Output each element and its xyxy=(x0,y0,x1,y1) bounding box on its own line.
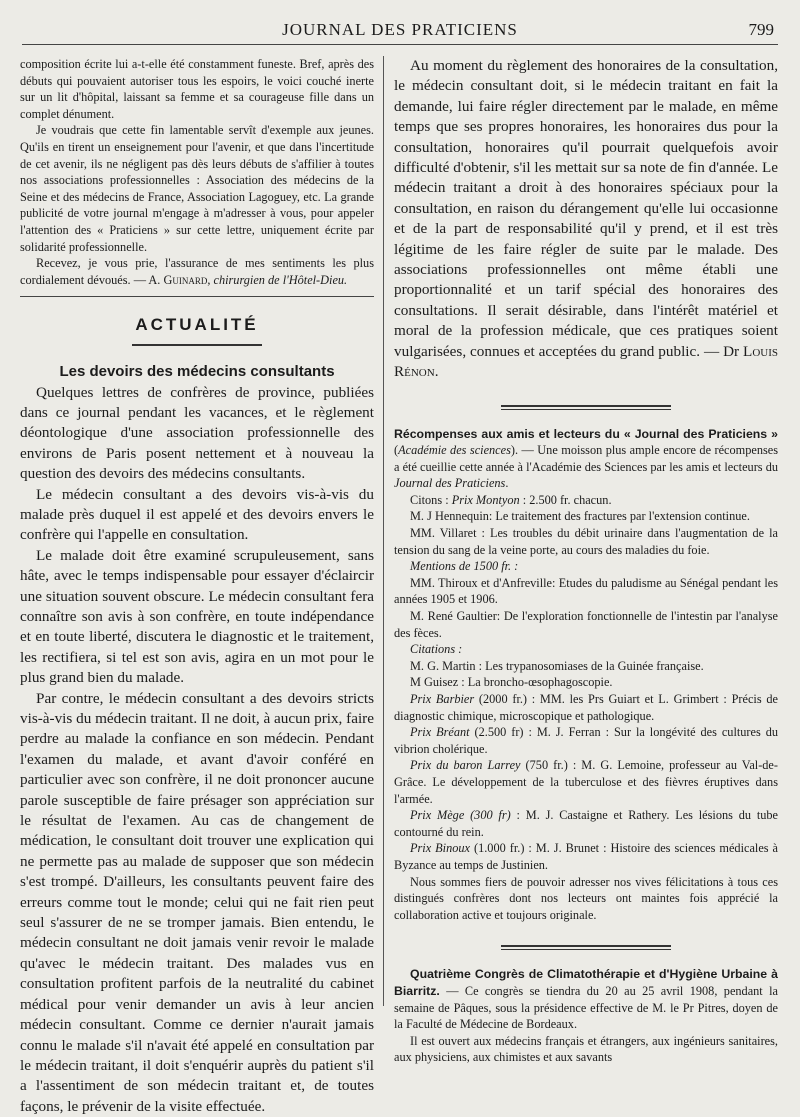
congres-paragraph: Quatrième Congrès de Climatothérapie et d'Hygiène Urbaine à Biarritz. — Ce congrès se tiendra du 20 au 25 avril 1908, pendant la semaine de Pâques, sous la présidence effective de M. le Pr Pitres, doyen de la Faculté de Médecine de Bordeaux. xyxy=(394,966,778,1032)
letter-signature-title: chirurgien de l'Hôtel-Dieu. xyxy=(213,273,347,287)
page-number: 799 xyxy=(749,20,775,40)
left-column xyxy=(20,56,374,1117)
right-column xyxy=(394,56,778,1066)
column-divider xyxy=(383,56,384,1006)
letter-paragraph: Je voudrais que cette fin lamentable servît d'exemple aux jeunes. Qu'ils en tirent un enseignement pour l'avenir, et que dans l'incertitude de cet avenir, ils ne négligent pas dès leurs débuts de s'affilier à toutes nos associations professionnelles : Association des médecins de la Seine et des médecins de France, Association Lagoguey, etc. La grande publicité de votre journal m'engage à m'adresser à vous, pour appeler l'attention des « Praticiens » sur cette lettre, uniquement écrite par solidarité professionnelle. xyxy=(20,122,374,255)
award-entry: M. G. Martin : Les trypanosomiases de la Guinée française. xyxy=(394,658,778,675)
article-body xyxy=(20,383,374,1117)
running-header xyxy=(22,18,778,45)
award-entry: Prix Bréant (2.500 fr) : M. J. Ferran : Sur la longévité des cultures du vibrion cholérique. xyxy=(394,724,778,757)
award-entry: Prix Mège (300 fr) : M. J. Castaigne et Rathery. Les lésions du tube contourné du rein. xyxy=(394,807,778,840)
article-paragraph: Quelques lettres de confrères de province, publiées dans ce journal pendant les vacances, et le règlement déontologique d'une association professionnelle des environs de Paris posent nettement et à nouveau la question des devoirs des médecins consultants. xyxy=(20,383,374,485)
award-entry: Prix Barbier (2000 fr.) : MM. les Prs Guiart et L. Grimbert : Précis de diagnostic chimique, microscopique et pathologique. xyxy=(394,691,778,724)
article-paragraph: Le malade doit être examiné scrupuleusement, sans hâte, avec le temps indispensable pour essayer d'éclaircir une situation souvent obscure. Le médecin consultant fera connaître son avis à son confrère, en toute indépendance et en toute liberté, discutera le diagnostic et le traitement, les rectifiera, si tel est son avis, agira en un mot pour le plus grand bien du malade. xyxy=(20,546,374,689)
award-entry: MM. Thiroux et d'Anfreville: Etudes du paludisme au Sénégal pendant les années 1905 et 1906. xyxy=(394,575,778,608)
section-label-rule xyxy=(132,344,262,346)
award-entry: M. J Hennequin: Le traitement des fractures par l'extension continue. xyxy=(394,508,778,525)
award-entry: M. René Gaultier: De l'exploration fonctionnelle de l'intestin par l'analyse des fèces. xyxy=(394,608,778,641)
felicitations-paragraph: Nous sommes fiers de pouvoir adresser nos vives félicitations à tous ces distingués confrères dont nos lecteurs ont maintes fois apprécié la collaboration active et toujours originale. xyxy=(394,874,778,924)
congres-title: Quatrième Congrès de Climatothérapie et d'Hygiène Urbaine à Biarritz. xyxy=(394,967,778,998)
article-title: Les devoirs des médecins consultants xyxy=(20,364,374,381)
honoraires-block xyxy=(394,56,778,383)
congres-paragraph: Il est ouvert aux médecins français et étrangers, aux ingénieurs sanitaires, aux physiciens, aux chimistes et aux savants xyxy=(394,1033,778,1066)
award-entry: M Guisez : La broncho-œsophagoscopie. xyxy=(394,674,778,691)
journal-title: JOURNAL DES PRATICIENS xyxy=(22,20,778,40)
letter-paragraph: composition écrite lui a-t-elle été constamment funeste. Bref, après des débuts qui pouvaient autoriser tous les espoirs, le voici couché inerte sur un lit d'hôpital, laissant sa femme et sa courageuse fille dans un complet dénument. xyxy=(20,56,374,122)
citations-label: Citations : xyxy=(394,641,778,658)
award-entry: Prix Binoux (1.000 fr.) : M. J. Brunet : Histoire des sciences médicales à Byzance au temps de Justinien. xyxy=(394,840,778,873)
article-paragraph: Par contre, le médecin consultant a des devoirs stricts vis-à-vis du médecin traitant. Il ne doit, à aucun prix, faire perdre au malade la confiance en son médecin. Pendant l'examen du malade, et avant d'avoir conféré en particulier avec son confrère, il ne doit prononcer aucune parole susceptible de faire présager son appréciation sur le résultat de l'examen. Au cas de changement de médication, le consultant doit trouver une explication qui ne permette pas au malade de supposer que son médecin s'est trompé. D'ailleurs, les consultants peuvent faire des erreurs comme tout le monde; celui qui ne fait rien peut seul s'assurer de ne se tromper jamais. Bien entendu, le médecin consultant ne doit jamais venir revoir le malade qu'avec le médecin traitant. Des malades vus en consultation profitent parfois de la neutralité du cabinet médical pour venir demander un avis à leur ancien médecin consultant. Comme ce dernier n'aurait jamais connu le malade s'il n'avait été appelé en consultation par le médecin traitant, il doit s'enquérir auprès du patient s'il a l'assentiment de son médecin traitant et, de toutes façons, le prévenir de la visite effectuée. xyxy=(20,689,374,1117)
citons-line: Citons : Prix Montyon : 2.500 fr. chacun. xyxy=(394,492,778,509)
award-entry: Prix du baron Larrey (750 fr.) : M. G. Lemoine, professeur au Val-de-Grâce. Le développement de la tuberculose et des fièvres éruptives dans l'armée. xyxy=(394,757,778,807)
mentions-label: Mentions de 1500 fr. : xyxy=(394,558,778,575)
double-rule xyxy=(501,405,671,410)
section-label: ACTUALITÉ xyxy=(20,317,374,334)
award-entry: MM. Villaret : Les troubles du débit urinaire dans l'augmentation de la tension du sang de la veine porte, au cours des maladies du foie. xyxy=(394,525,778,558)
letter-closing: Recevez, je vous prie, l'assurance de mes sentiments les plus cordialement dévoués. — A. Guinard, chirurgien de l'Hôtel-Dieu. xyxy=(20,255,374,288)
letter-signature-name: Guinard xyxy=(163,273,207,287)
double-rule xyxy=(501,945,671,950)
recompenses-intro: Récompenses aux amis et lecteurs du « Journal des Praticiens » (Académie des sciences). — Une moisson plus ample encore de récompenses a été cueillie cette année à l'Académie des Sciences par les amis et lecteurs du Journal des Praticiens. xyxy=(394,426,778,492)
article-paragraph: Le médecin consultant a des devoirs vis-à-vis du malade près duquel il est appelé et des devoirs envers le confrère qui l'appelle en consultation. xyxy=(20,485,374,546)
honoraires-paragraph: Au moment du règlement des honoraires de la consultation, le médecin consultant doit, si le médecin traitant en fait la demande, lui faire régler directement par le malade, en même temps que ses propres honoraires, les honoraires dus pour la consultation, honoraires qu'il pourrait quelquefois avoir difficulté d'obtenir, s'il les mettait sur sa note de fin d'année. Le médecin traitant a droit à des honoraires spéciaux pour la consultation, en raison du dérangement qu'elle lui occasionne et de la part de responsabilité qu'il y prend, et il est très légitime de les faire régler de suite par le malade. Des associations professionnelles ont même établi une proportionnalité et un tarif spécial des honoraires des consultations. Il serait désirable, dans l'intérêt matériel et moral de la profession médicale, que ces pratiques soient vulgarisées, connues et acceptées du grand public. — Dr Louis Rénon. xyxy=(394,56,778,383)
section-divider xyxy=(20,296,374,297)
recompenses-title: Récompenses aux amis et lecteurs du « Journal des Praticiens » xyxy=(394,427,778,441)
honoraires-author: Louis Rénon xyxy=(394,343,778,380)
